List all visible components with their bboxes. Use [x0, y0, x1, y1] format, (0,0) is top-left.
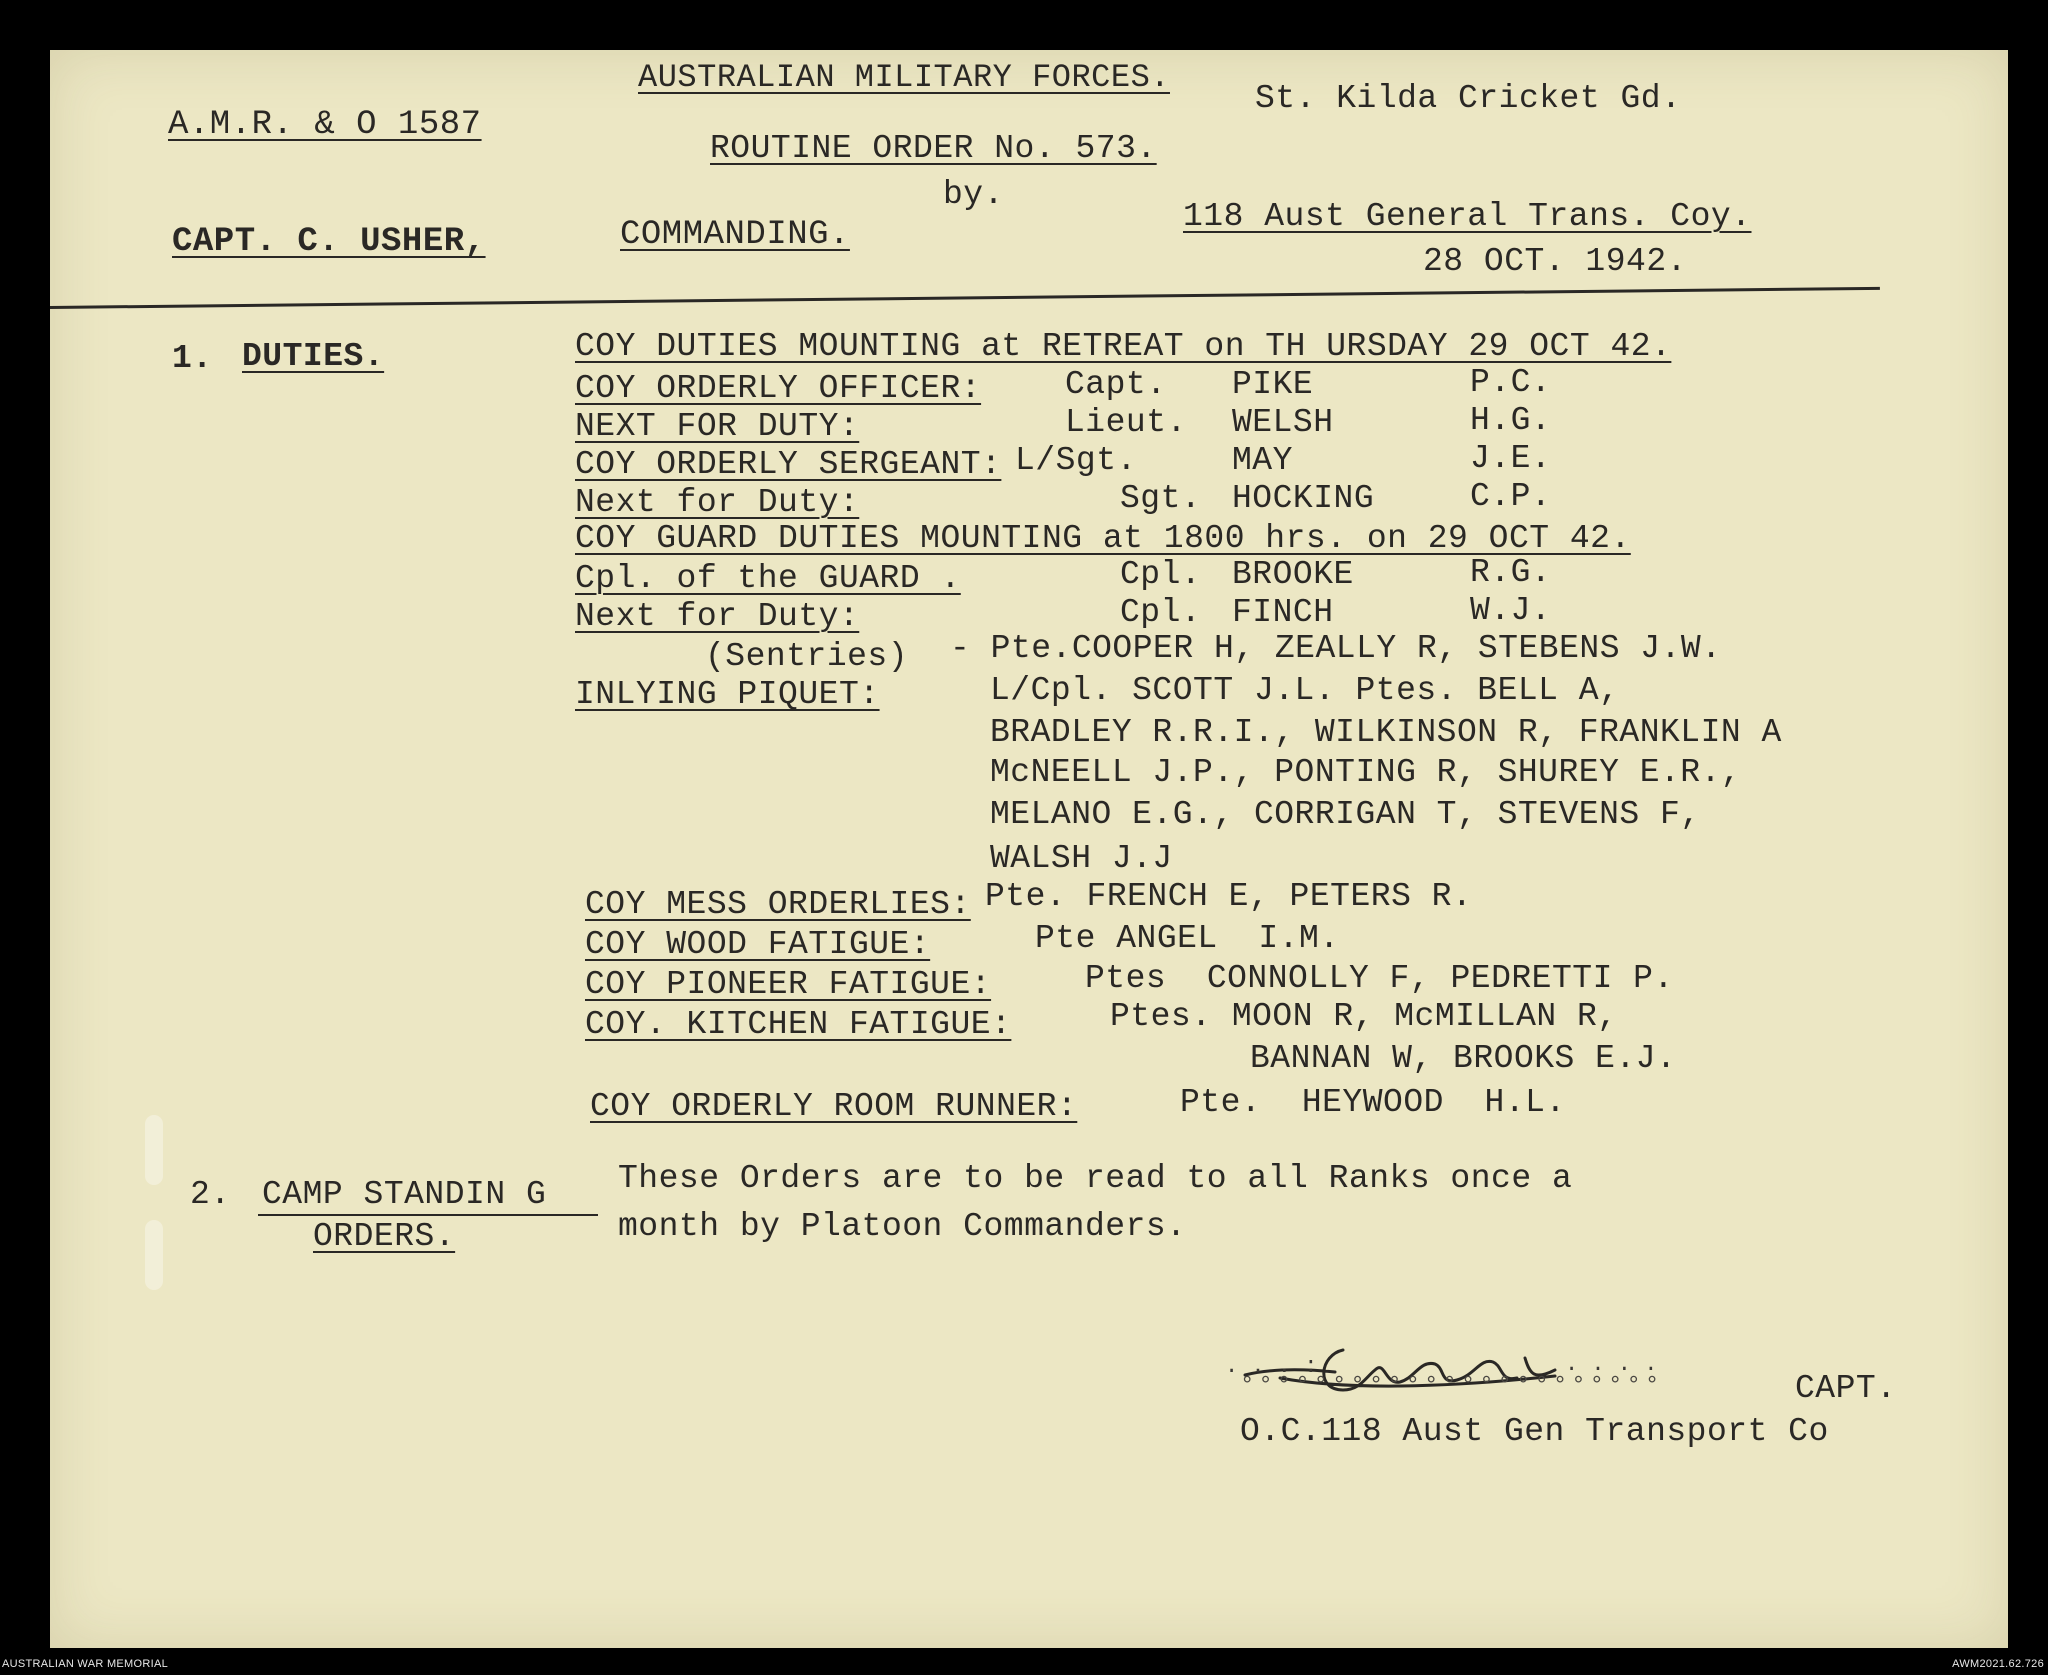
- by-text: by.: [943, 176, 1004, 213]
- next-duty-sergeant-label: Next for Duty:: [575, 484, 860, 521]
- orderly-officer-init: P.C.: [1470, 364, 1552, 401]
- cpl-guard-label: Cpl. of the GUARD .: [575, 560, 961, 597]
- piquet-line: L/Cpl. SCOTT J.L. Ptes. BELL A,: [990, 672, 1620, 709]
- orderly-officer-name: PIKE: [1232, 366, 1314, 403]
- section-1-number: 1.: [172, 340, 213, 377]
- footer-right: AWM2021.62.726: [1952, 1658, 2044, 1670]
- order-date: 28 OCT. 1942.: [1423, 243, 1687, 280]
- duties-mounting-line: COY DUTIES MOUNTING at RETREAT on TH URSDAY 29 OCT 42.: [575, 328, 1672, 365]
- section-2-number: 2.: [190, 1176, 231, 1213]
- next-duty-cpl-name: FINCH: [1232, 594, 1334, 631]
- orderly-room-runner-label: COY ORDERLY ROOM RUNNER:: [590, 1088, 1078, 1125]
- svg-text:. . . :: . . . :: [1225, 1354, 1318, 1379]
- next-duty-cpl-init: W.J.: [1470, 592, 1552, 629]
- wood-fatigue-label: COY WOOD FATIGUE:: [585, 926, 931, 963]
- orderly-officer-rank: Capt.: [1065, 366, 1167, 403]
- cpl-guard-rank: Cpl.: [1120, 556, 1202, 593]
- pioneer-fatigue-label: COY PIONEER FATIGUE:: [585, 966, 992, 1003]
- reference-number: A.M.R. & O 1587: [168, 106, 482, 144]
- orderly-sergeant-init: J.E.: [1470, 440, 1552, 477]
- svg-text:. . . .: . . . .: [1565, 1352, 1658, 1377]
- section-2-heading-rule: [258, 1214, 598, 1216]
- cpl-guard-name: BROOKE: [1232, 556, 1354, 593]
- piquet-line: BRADLEY R.R.I., WILKINSON R, FRANKLIN A: [990, 714, 1782, 751]
- kitchen-fatigue-value-2: BANNAN W, BROOKS E.J.: [1250, 1040, 1677, 1077]
- cpl-guard-init: R.G.: [1470, 554, 1552, 591]
- binder-hole: [145, 1220, 163, 1290]
- sentries-label: (Sentries): [705, 638, 909, 675]
- pioneer-fatigue-value: Ptes CONNOLLY F, PEDRETTI P.: [1085, 960, 1674, 997]
- mess-orderlies-label: COY MESS ORDERLIES:: [585, 886, 971, 923]
- next-duty-officer-name: WELSH: [1232, 404, 1334, 441]
- wood-fatigue-value: Pte ANGEL I.M.: [1035, 920, 1340, 957]
- next-duty-officer-rank: Lieut.: [1065, 404, 1187, 441]
- section-2-heading-1: CAMP STANDIN G: [262, 1176, 547, 1213]
- orderly-sergeant-label: COY ORDERLY SERGEANT:: [575, 446, 1002, 483]
- next-duty-sergeant-init: C.P.: [1470, 478, 1552, 515]
- next-duty-sergeant-rank: Sgt.: [1120, 480, 1202, 517]
- orderly-room-runner-value: Pte. HEYWOOD H.L.: [1180, 1084, 1566, 1121]
- guard-mounting-line: COY GUARD DUTIES MOUNTING at 1800 hrs. on 29 OCT 42.: [575, 520, 1631, 557]
- kitchen-fatigue-label: COY. KITCHEN FATIGUE:: [585, 1006, 1012, 1043]
- document-page: [50, 50, 2008, 1648]
- binder-hole: [145, 1115, 163, 1185]
- piquet-line: McNEELL J.P., PONTING R, SHUREY E.R.,: [990, 754, 1742, 791]
- next-duty-cpl-rank: Cpl.: [1120, 594, 1202, 631]
- mess-orderlies-value: Pte. FRENCH E, PETERS R.: [985, 878, 1473, 915]
- orderly-sergeant-rank: L/Sgt.: [1015, 442, 1137, 479]
- kitchen-fatigue-value: Ptes. MOON R, McMILLAN R,: [1110, 998, 1618, 1035]
- commanding-label: COMMANDING.: [620, 216, 850, 254]
- section-2-text-1: These Orders are to be read to all Ranks once a: [618, 1160, 1573, 1197]
- signature-title: O.C.118 Aust Gen Transport Co: [1240, 1413, 1829, 1450]
- section-2-heading-2: ORDERS.: [313, 1218, 456, 1255]
- section-2-text-2: month by Platoon Commanders.: [618, 1208, 1187, 1245]
- forces-title: AUSTRALIAN MILITARY FORCES.: [638, 59, 1170, 96]
- next-duty-officer-label: NEXT FOR DUTY:: [575, 408, 860, 445]
- section-1-heading: DUTIES.: [242, 338, 385, 375]
- dotted-signature-line: °°°°°°°°°°°°°°°°°°°°°°°: [1240, 1373, 1664, 1400]
- signature-rank: CAPT.: [1795, 1370, 1897, 1407]
- next-duty-cpl-label: Next for Duty:: [575, 598, 860, 635]
- next-duty-sergeant-name: HOCKING: [1232, 480, 1375, 517]
- header-divider: [50, 287, 1880, 309]
- footer-left: AUSTRALIAN WAR MEMORIAL: [2, 1658, 169, 1670]
- routine-order-number: ROUTINE ORDER No. 573.: [710, 130, 1157, 167]
- sentries-names: - Pte.COOPER H, ZEALLY R, STEBENS J.W.: [950, 630, 1722, 667]
- orderly-sergeant-name: MAY: [1232, 442, 1293, 479]
- location: St. Kilda Cricket Gd.: [1255, 80, 1682, 117]
- next-duty-officer-init: H.G.: [1470, 402, 1552, 439]
- commanding-officer: CAPT. C. USHER,: [172, 223, 486, 261]
- orderly-officer-label: COY ORDERLY OFFICER:: [575, 370, 982, 407]
- piquet-line: MELANO E.G., CORRIGAN T, STEVENS F,: [990, 796, 1701, 833]
- unit-name: 118 Aust General Trans. Coy.: [1183, 198, 1752, 235]
- piquet-line: WALSH J.J: [990, 840, 1173, 877]
- inlying-piquet-label: INLYING PIQUET:: [575, 676, 880, 713]
